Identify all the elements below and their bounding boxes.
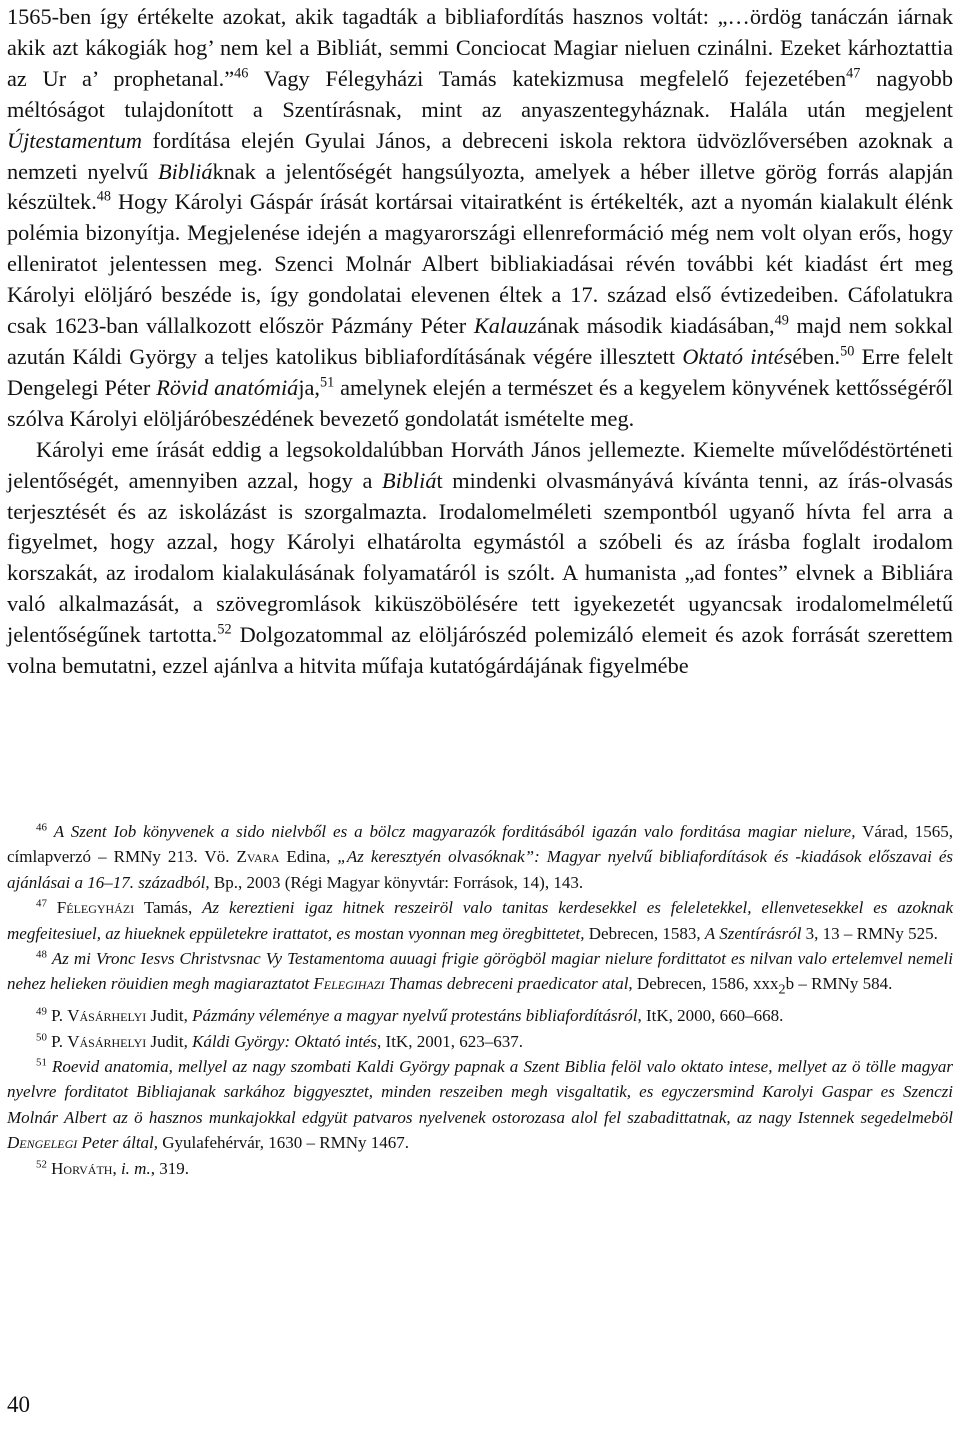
- footnote-number: 49: [36, 1005, 47, 1018]
- title-oktato-intes: Oktató intés: [682, 343, 793, 369]
- footnote-46: $^{46}$ A Szent Iob könyvenek a sido nielvből es a bölcz magyarazók forditásából igazán valo forditása magiar nielure, Várad, 1565, címlapverzó – RMNy 213. Vö. Zvara Edina, „Az keresztyén olvasóknak”: Magyar nyelvű bibliafordítások és -kiadások előszavai és ajánlásai a 16–17. századból, Bp., 2003 (Régi Magyar könyvtár: Források, 14), 143.: [7, 821, 954, 892]
- footnote-ref-50[interactable]: 50: [840, 343, 855, 360]
- footnote-number: 51: [36, 1056, 47, 1069]
- footnote-number: 52: [36, 1158, 47, 1171]
- footnote-50: $^{50}$ P. Vásárhelyi Judit, Káldi György: Oktató intés, ItK, 2001, 623–637.: [36, 1031, 523, 1051]
- footnote-49: $^{49}$ P. Vásárhelyi Judit, Pázmány véleménye a magyar nyelvű protestáns bibliafordításról, ItK, 2000, 660–668.: [36, 1005, 784, 1026]
- footnote-47: $^{47}$ Félegyházi Tamás, Az kereztieni igaz hitnek reszeiröl valo tanitas kerdesekkel es feleletekkel, ellenvetesekkel es azoknak megfeitesiuel, az hiueknek eppületekre irattatot, es mostan vyonnan meg öregbittetet, Debrecen, 1583, A Szentírásról 3, 13 – RMNy 525.: [7, 897, 953, 943]
- footnote-number: 48: [36, 948, 47, 961]
- footnote-number: 47: [36, 897, 47, 910]
- footnote-ref-51[interactable]: 51: [320, 374, 335, 391]
- paragraph-1: 1565-ben így értékelte azokat, akik tagadták a bibliafordítás hasznos voltát: „…ördög tanáczán iárnak akik azt kákogiák hog’ nem kel a Bibliát, semmi Conciocat Magiar nieluen czinálni. Ezeket kárhoztattia az Ur a’ prophetanal.”$^{46}$ Vagy Félegyházi Tamás katekizmusa megfelelő fejezetében$^{47}$ nagyobb méltóságot tulajdonított a Szentírásnak, mint az anyaszentegyháznak. Halála után megjelent Újtestamentum fordítása elején Gyulai János, a debreceni iskola rektora üdvözlőversében azoknak a nemzeti nyelvű Bibliáknak a jelentőségét hangsúlyozta, amelyek a héber illetve görög forrás alapján készültek.$^{48}$ Hogy Károlyi Gáspár írását kortársai vitairatként is értékelték, azt a nyomán kialakult élénk polémia bizonyítja. Megjelenése idején a magyarországi ellenreformáció még nem volt olyan erős, hogy elleniratot jelentessen meg. Szenci Molnár Albert bibliakiadásai révén további két kiadást ért meg Károlyi elöljáró beszéde is, így gondolatai elevenen éltek a 17. század első évtizedeiben. Cáfolatukra csak 1623-ban vállalkozott először Pázmány Péter Kalauzának második kiadásában,$^{49}$ majd nem sokkal azután Káldi György a teljes katolikus bibliafordításának végére illesztett Oktató intésében.$^{50}$ Erre felelt Dengelegi Péter Rövid anatómiája,$^{51}$ amelynek elején a természet és a kegyelem könyvének kettősségéről szólva Károlyi elöljáróbeszédének bevezető gondolatát ismételte meg.: [7, 4, 953, 431]
- footnote-ref-48[interactable]: 48: [96, 188, 112, 205]
- footnote-ref-46[interactable]: 46: [234, 65, 249, 82]
- footnote-ref-49[interactable]: 49: [774, 312, 789, 329]
- footnote-ref-47[interactable]: 47: [846, 65, 861, 82]
- title-ujtestamentum: Újtestamentum: [7, 127, 143, 153]
- title-kalauz: Kalauz: [473, 313, 538, 339]
- title-biblia: Bibliá: [157, 158, 213, 184]
- footnote-number: 50: [36, 1031, 47, 1044]
- title-biblia-2: Bibliá: [381, 467, 437, 493]
- title-rovid-anatomia: Rövid anatómiá: [156, 374, 299, 400]
- footnote-51: $^{51}$ Roevid anatomia, mellyel az nagy szombati Kaldi György papnak a Szent Biblia felöl valo oktato intese, mellyet az ö tölle magyar nyelvre forditatot Bibliajanak sarkához biggyesztet, minden reszeiben megh visgaltatik, es egyczersmind Karolyi Gaspar es Szenczi Molnár Albert az ö hasznos munkajokkal edgyüt patvaros nyelvenek ostorozasa alol fel szabadittatnak, az nagy Istennek segedelmeböl Dengelegi Peter által, Gyulafehérvár, 1630 – RMNy 1467.: [7, 1056, 953, 1153]
- page-number: 40: [7, 1392, 30, 1417]
- footnote-number: 46: [36, 821, 47, 834]
- footnote-48: $^{48}$ Az mi Vronc Iesvs Christvsnac Vy Testamentoma auuagi frigie görögböl magiar nielure fordittatot es nilvan valo ertelemvel nemeli nehez helieken röuidien megh magiaraztatot Felegihazi Thamas debreceni praedicator atal, Debrecen, 1586, xxx$_2$b – RMNy 584.: [7, 948, 953, 998]
- footnote-ref-52[interactable]: 52: [217, 621, 232, 638]
- footnotes: [7, 819, 953, 1181]
- paragraph-2: Károlyi eme írását eddig a legsokoldalúbban Horváth János jellemezte. Kiemelte művelődéstörténeti jelentőségét, amennyiben azzal, hogy a Bibliát mindenki olvasmányává kívánta tenni, az írás-olvasás terjesztését és az iskolázást is szorgalmazta. Irodalomelméleti szempontból ugyanő hívta fel arra a figyelmet, hogy azzal, hogy Károlyi elhatárolta egymástól a szóbeli és az írásba foglalt irodalom korszakát, az irodalom kialakulásának folyamatáról is szólt. A humanista „ad fontes” elvnek a Bibliára való alkalmazását, a szövegromlások kiküszöbölésére tett igyekezetét ugyancsak irodalomelméletű jelentőségűnek tartotta.$^{52}$ Dolgozatommal az elöljárószéd polemizáló elemeit és azok forrását szerettem volna bemutatni, ezzel ajánlva a hitvita műfaja kutatógárdájának figyelmébe: [7, 436, 953, 679]
- footnote-52: $^{52}$ Horváth, i. m., 319.: [36, 1158, 189, 1178]
- main-text: [7, 2, 953, 682]
